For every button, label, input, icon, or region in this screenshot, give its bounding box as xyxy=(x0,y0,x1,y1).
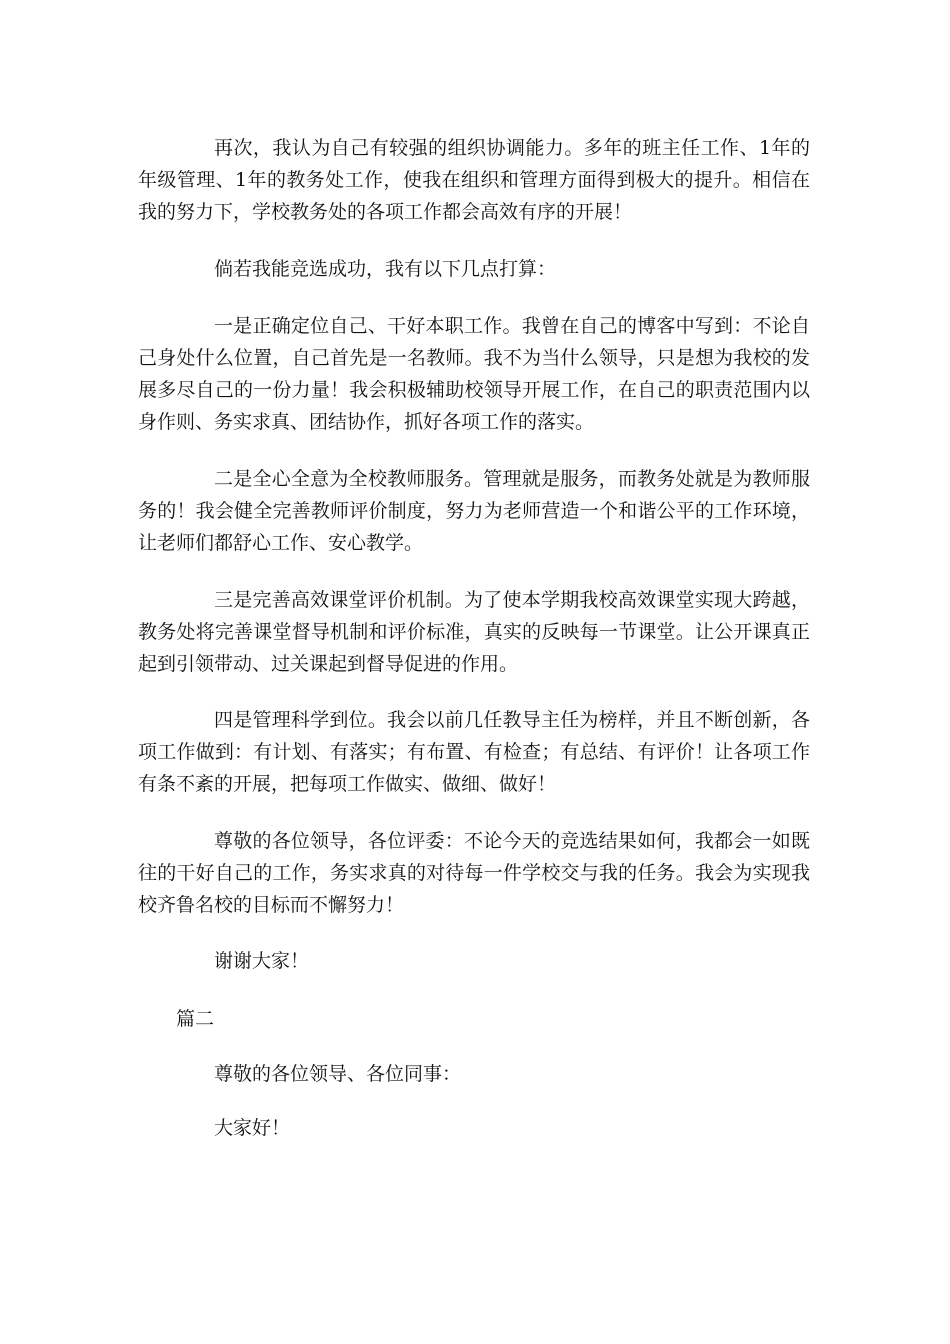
paragraph-point-three: 三是完善高效课堂评价机制。为了使本学期我校高效课堂实现大跨越，教务处将完善课堂督导机制和评价标准，真实的反映每一节课堂。让公开课真正起到引领带动、过关课起到督导促进的作用。 xyxy=(138,589,810,675)
paragraph-plan-intro: 倘若我能竞选成功，我有以下几点打算： xyxy=(214,258,557,280)
greeting-line: 尊敬的各位领导、各位同事： xyxy=(214,1063,462,1085)
hello-line: 大家好！ xyxy=(214,1117,291,1139)
paragraph-organization: 再次，我认为自己有较强的组织协调能力。多年的班主任工作、1年的年级管理、1年的教务处工作，使我在组织和管理方面得到极大的提升。相信在我的努力下，学校教务处的各项工作都会高效有序的开展！ xyxy=(138,137,810,223)
paragraph-point-two: 二是全心全意为全校教师服务。管理就是服务，而教务处就是为教师服务的！我会健全完善教师评价制度，努力为老师营造一个和谐公平的工作环境，让老师们都舒心工作、安心教学。 xyxy=(138,468,810,554)
section-title: 篇二 xyxy=(176,1008,215,1030)
paragraph-thanks: 谢谢大家！ xyxy=(214,950,310,972)
paragraph-point-one: 一是正确定位自己、干好本职工作。我曾在自己的博客中写到：不论自己身处什么位置，自己首先是一名教师。我不为当什么领导，只是想为我校的发展多尽自己的一份力量！我会积极辅助校领导开展工作，在自己的职责范围内以身作则、务实求真、团结协作，抓好各项工作的落实。 xyxy=(138,315,810,433)
paragraph-closing: 尊敬的各位领导，各位评委：不论今天的竞选结果如何，我都会一如既往的干好自己的工作，务实求真的对待每一件学校交与我的任务。我会为实现我校齐鲁名校的目标而不懈努力！ xyxy=(138,830,810,916)
paragraph-point-four: 四是管理科学到位。我会以前几任教导主任为榜样，并且不断创新，各项工作做到：有计划、有落实；有布置、有检查；有总结、有评价！让各项工作有条不紊的开展，把每项工作做实、做细、做好！ xyxy=(138,709,810,795)
